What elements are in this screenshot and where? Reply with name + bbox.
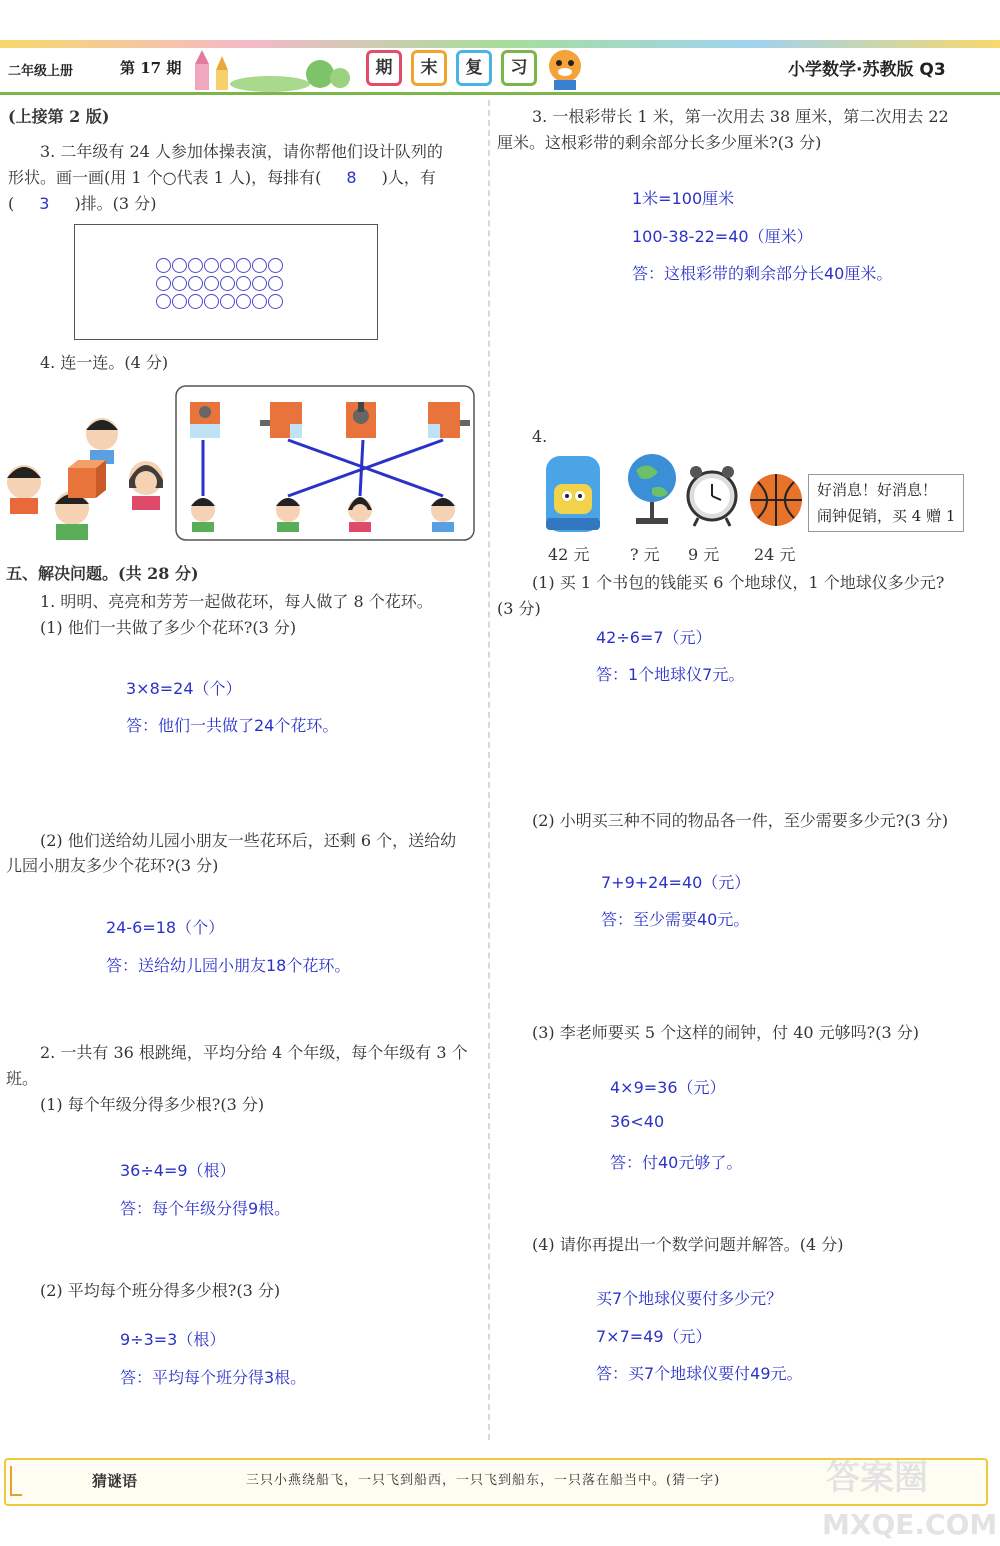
p1-sub1: (1) 他们一共做了多少个花环?(3 分) bbox=[40, 618, 297, 637]
header-rule bbox=[0, 92, 1000, 95]
p1-sub2-line1: (2) 他们送给幼儿园小朋友一些花环后，还剩 6 个，送给幼 bbox=[40, 831, 457, 850]
person-circle bbox=[188, 294, 203, 309]
formation-row bbox=[155, 294, 283, 312]
p4-sub3: (3) 李老师要买 5 个这样的闹钟，付 40 元够吗?(3 分) bbox=[532, 1023, 919, 1042]
header-color-band bbox=[0, 40, 1000, 48]
person-circle bbox=[172, 258, 187, 273]
person-circle bbox=[204, 294, 219, 309]
view-left-icon bbox=[260, 402, 302, 438]
p3-line2: 厘米。这根彩带的剩余部分长多少厘米?(3 分) bbox=[497, 133, 822, 152]
review-char-1: 期 bbox=[366, 50, 402, 86]
person-circle bbox=[236, 258, 251, 273]
p4-a3a: 4×9=36（元） bbox=[610, 1078, 726, 1097]
person-circle bbox=[252, 276, 267, 291]
person-circle bbox=[172, 294, 187, 309]
promo-line2: 闹钟促销，买 4 赠 1 bbox=[817, 507, 956, 525]
price-schoolbag: 42 元 bbox=[548, 545, 590, 564]
p1-a1-answer: 答：他们一共做了24个花环。 bbox=[126, 716, 339, 735]
q3-line3a: ( bbox=[8, 194, 15, 213]
person-circle bbox=[156, 258, 171, 273]
review-char-4: 习 bbox=[501, 50, 537, 86]
p4-a3b: 36<40 bbox=[610, 1112, 665, 1131]
continued-note: (上接第 2 版) bbox=[8, 107, 110, 126]
q3-line3b: )排。(3 分) bbox=[74, 194, 157, 213]
p3-a3: 答：这根彩带的剩余部分长40厘米。 bbox=[632, 264, 893, 283]
basketball-icon bbox=[750, 474, 802, 526]
castle-illustration bbox=[190, 44, 360, 92]
person-circle bbox=[156, 276, 171, 291]
p1-sub2-line2: 儿园小朋友多少个花环?(3 分) bbox=[6, 856, 219, 875]
small-child-1-icon bbox=[191, 498, 215, 532]
person-circle bbox=[220, 276, 235, 291]
price-globe: ? 元 bbox=[630, 545, 660, 564]
person-circle bbox=[188, 276, 203, 291]
view-top-icon bbox=[346, 402, 376, 438]
riddle-text: 三只小燕绕船飞，一只飞到船西，一只飞到船东，一只落在船当中。(猜一字) bbox=[246, 1473, 721, 1488]
q3-line2b: )人，有 bbox=[381, 168, 436, 187]
p1-a2: 24-6=18（个） bbox=[106, 918, 225, 937]
q3-blank-per-row: 8 bbox=[346, 168, 357, 187]
person-circle bbox=[220, 258, 235, 273]
schoolbag-icon bbox=[546, 456, 600, 532]
child-left-icon bbox=[7, 465, 41, 514]
globe-icon bbox=[628, 454, 676, 524]
circle-formation bbox=[155, 258, 283, 312]
p3-a2: 100-38-22=40（厘米） bbox=[632, 227, 813, 246]
person-circle bbox=[236, 294, 251, 309]
q3-line2 bbox=[8, 165, 436, 191]
child-top-icon bbox=[86, 418, 118, 464]
q3-blank-rows: 3 bbox=[39, 194, 50, 213]
promo-line1: 好消息！好消息！ bbox=[817, 481, 938, 499]
q3-line3 bbox=[8, 191, 156, 217]
watermark-logo: 答案圈 bbox=[826, 1458, 928, 1498]
review-char-3: 复 bbox=[456, 50, 492, 86]
person-circle bbox=[204, 258, 219, 273]
p4-a2-answer: 答：至少需要40元。 bbox=[601, 910, 750, 929]
view-right-icon bbox=[428, 402, 470, 438]
small-child-4-icon bbox=[431, 498, 455, 532]
person-circle bbox=[252, 294, 267, 309]
p4-a4: 7×7=49（元） bbox=[596, 1327, 712, 1346]
alarm-clock-icon bbox=[688, 466, 736, 526]
pencil-sharpener-cube-icon bbox=[68, 460, 106, 498]
p4-a1-answer: 答：1个地球仪7元。 bbox=[596, 665, 745, 684]
tiger-mascot-icon bbox=[540, 44, 590, 92]
p2-a1-answer: 答：每个年级分得9根。 bbox=[120, 1199, 291, 1218]
child-bottom-icon bbox=[55, 491, 89, 540]
p4-number: 4. bbox=[532, 427, 548, 446]
person-circle bbox=[268, 258, 283, 273]
p2-sub2: (2) 平均每个班分得多少根?(3 分) bbox=[40, 1281, 281, 1300]
person-circle bbox=[268, 276, 283, 291]
formation-row bbox=[155, 276, 283, 294]
price-basketball: 24 元 bbox=[754, 545, 796, 564]
p2-a1: 36÷4=9（根） bbox=[120, 1161, 236, 1180]
p2-a2: 9÷3=3（根） bbox=[120, 1330, 226, 1349]
p4-sub1-line1: (1) 买 1 个书包的钱能买 6 个地球仪，1 个地球仪多少元? bbox=[532, 573, 945, 592]
small-child-3-icon bbox=[348, 497, 372, 532]
p3-line1: 3. 一根彩带长 1 米，第一次用去 38 厘米，第二次用去 22 bbox=[532, 107, 949, 126]
matching-figure bbox=[0, 384, 480, 544]
p2-sub1: (1) 每个年级分得多少根?(3 分) bbox=[40, 1095, 265, 1114]
p3-a1: 1米=100厘米 bbox=[632, 189, 735, 208]
p4-sub2: (2) 小明买三种不同的物品各一件，至少需要多少元?(3 分) bbox=[532, 811, 949, 830]
promo-notice bbox=[808, 474, 964, 532]
column-divider bbox=[488, 100, 490, 1440]
subject-label: 小学数学·苏教版 Q3 bbox=[788, 60, 946, 80]
footer-bracket bbox=[10, 1466, 22, 1496]
p4-sub4: (4) 请你再提出一个数学问题并解答。(4 分) bbox=[532, 1235, 844, 1254]
p4-items-figure bbox=[540, 448, 810, 538]
p4-sub1-line2: (3 分) bbox=[497, 599, 541, 618]
p4-a3-answer: 答：付40元够了。 bbox=[610, 1153, 743, 1172]
p2-stem-line2: 班。 bbox=[6, 1069, 39, 1088]
q3-line1: 3. 二年级有 24 人参加体操表演，请你帮他们设计队列的 bbox=[40, 142, 443, 161]
view-front-icon bbox=[190, 402, 220, 438]
riddle-label: 猜谜语 bbox=[92, 1472, 138, 1490]
q4-title: 4. 连一连。(4 分) bbox=[40, 353, 169, 372]
grade-label: 二年级上册 bbox=[8, 64, 74, 79]
p2-stem-line1: 2. 一共有 36 根跳绳，平均分给 4 个年级，每个年级有 3 个 bbox=[40, 1043, 468, 1062]
p1-stem: 1. 明明、亮亮和芳芳一起做花环，每人做了 8 个花环。 bbox=[40, 592, 433, 611]
person-circle bbox=[172, 276, 187, 291]
p4-a4-answer: 答：买7个地球仪要付49元。 bbox=[596, 1364, 803, 1383]
formation-row bbox=[155, 258, 283, 276]
p4-a2: 7+9+24=40（元） bbox=[601, 873, 751, 892]
section5-title: 五、解决问题。(共 28 分) bbox=[6, 564, 199, 583]
p4-a1: 42÷6=7（元） bbox=[596, 628, 712, 647]
p1-a1: 3×8=24（个） bbox=[126, 679, 242, 698]
watermark-url: MXQE.COM bbox=[822, 1508, 998, 1541]
child-right-icon bbox=[129, 461, 163, 510]
person-circle bbox=[268, 294, 283, 309]
q3-line2a: 形状。画一画(用 1 个○代表 1 人)，每排有( bbox=[8, 168, 322, 187]
p1-a2-answer: 答：送给幼儿园小朋友18个花环。 bbox=[106, 956, 351, 975]
person-circle bbox=[220, 294, 235, 309]
person-circle bbox=[236, 276, 251, 291]
p4-a4-question: 买7个地球仪要付多少元？ bbox=[596, 1289, 783, 1308]
person-circle bbox=[156, 294, 171, 309]
person-circle bbox=[204, 276, 219, 291]
person-circle bbox=[188, 258, 203, 273]
matching-lines bbox=[203, 440, 443, 496]
small-child-2-icon bbox=[276, 498, 300, 532]
review-char-2: 末 bbox=[411, 50, 447, 86]
p2-a2-answer: 答：平均每个班分得3根。 bbox=[120, 1368, 307, 1387]
person-circle bbox=[252, 258, 267, 273]
price-alarm-clock: 9 元 bbox=[688, 545, 720, 564]
formation-drawing-box bbox=[74, 224, 378, 340]
issue-label: 第 17 期 bbox=[120, 59, 182, 77]
